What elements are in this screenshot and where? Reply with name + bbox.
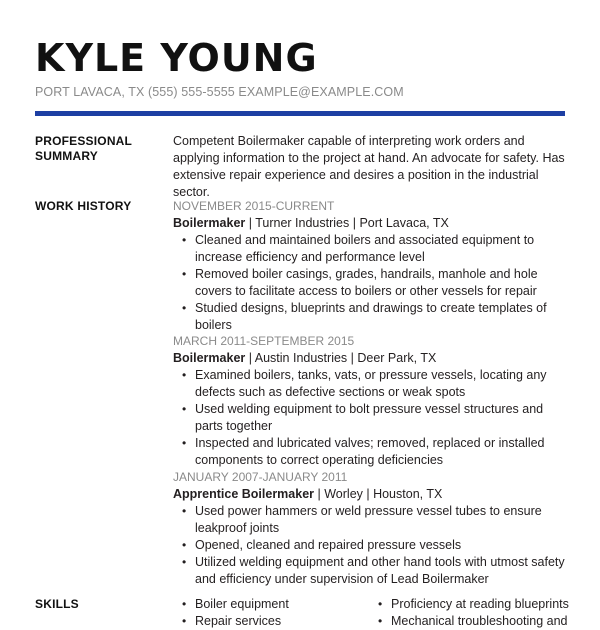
section-label-skills: SKILLS (35, 597, 79, 611)
summary-text: Competent Boilermaker capable of interpreting work orders and applying information to the project at hand. An advocate for safety. Has extensive repair experience and desires a position in the industrial sector. (173, 134, 565, 199)
job-title: Boilermaker (173, 351, 246, 365)
list-item: • Examined boilers, tanks, vats, or pressure vessels, locating any defects such as defective sections or weak spots (173, 367, 565, 401)
list-item: • Used welding equipment to bolt pressure vessel structures and parts together (173, 401, 565, 435)
job-entry (173, 198, 565, 334)
job-title-line (173, 350, 565, 367)
contact-info: PORT LAVACA, TX (555) 555-5555 EXAMPLE@EXAMPLE.COM (35, 85, 404, 99)
job-duties (173, 503, 565, 588)
job-company-location: | Austin Industries | Deer Park, TX (245, 351, 437, 365)
list-item: • Inspected and lubricated valves; removed, replaced or installed components to correct operating deficiencies (173, 435, 565, 469)
job-entry (173, 333, 565, 469)
list-item: • Mechanical troubleshooting and (369, 613, 569, 630)
job-dates: JANUARY 2007-JANUARY 2011 (173, 470, 348, 484)
section-label-line: PROFESSIONAL (35, 134, 133, 148)
section-label-line: SUMMARY (35, 149, 98, 163)
job-duties (173, 367, 565, 469)
list-item: • Proficiency at reading blueprints (369, 596, 569, 613)
job-dates: MARCH 2011-SEPTEMBER 2015 (173, 334, 355, 348)
list-item: • Opened, cleaned and repaired pressure vessels (173, 537, 565, 554)
job-title-line (173, 486, 565, 503)
list-item: • Used power hammers or weld pressure vessel tubes to ensure leakproof joints (173, 503, 565, 537)
job-title-line (173, 215, 565, 232)
job-dates: NOVEMBER 2015-CURRENT (173, 199, 335, 213)
job-company-location: | Turner Industries | Port Lavaca, TX (245, 216, 449, 230)
job-title: Boilermaker (173, 216, 246, 230)
job-entry (173, 469, 565, 588)
list-item: • Removed boiler casings, grades, handrails, manhole and hole covers to facilitate access to boilers or other vessels for repair (173, 266, 565, 300)
list-item: • Cleaned and maintained boilers and associated equipment to increase efficiency and performance level (173, 232, 565, 266)
skills-column-right (369, 596, 569, 630)
candidate-name: KYLE YOUNG (35, 36, 318, 80)
list-item: • Boiler equipment (173, 596, 289, 613)
job-company-location: | Worley | Houston, TX (314, 487, 443, 501)
job-title: Apprentice Boilermaker (173, 487, 315, 501)
section-label-work-history: WORK HISTORY (35, 199, 132, 213)
list-item: • Utilized welding equipment and other hand tools with utmost safety and efficiency under supervision of Lead Boilermaker (173, 554, 565, 588)
list-item: • Studied designs, blueprints and drawings to create templates of boilers (173, 300, 565, 334)
list-item: • Repair services (173, 613, 289, 630)
job-duties (173, 232, 565, 334)
skills-column-left (173, 596, 289, 630)
header-divider (35, 111, 565, 116)
section-label-professional-summary (35, 134, 132, 164)
